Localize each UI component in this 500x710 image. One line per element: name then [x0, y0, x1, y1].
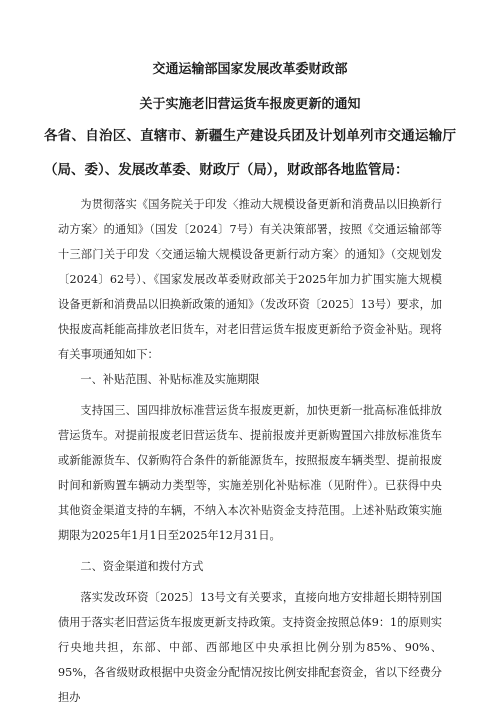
- document-body: [58, 192, 442, 710]
- section-2-heading: 二、资金渠道和拨付方式: [80, 560, 204, 573]
- intro-paragraph: 为贯彻落实《国务院关于印发〈推动大规模设备更新和消费品以旧换新行动方案〉的通知》（国发〔2024〕7号）有关决策部署，按照《交通运输部等十三部门关于印发〈交通运输大规模设备更新行动方案〉的通知》（交规划发〔2024〕62号）、《国家发展改革委财政部关于2025年加力扩围实施大规模设备更新和消费品以旧换新政策的通知》（发改环资〔2025〕13号）要求，加快报废高耗能高排放老旧货车，对老旧营运货车报废更新给予资金补贴。现将有关事项通知如下：: [58, 198, 442, 361]
- section-1-heading: 一、补贴范围、补贴标准及实施期限: [80, 373, 260, 386]
- document-title-issuers: 交通运输部国家发展改革委财政部: [152, 62, 348, 77]
- document-addressee: 各省、自治区、直辖市、新疆生产建设兵团及计划单列市交通运输厅（局、委）、发展改革委、财政厅（局），财政部各地监管局：: [44, 128, 456, 178]
- section-2-paragraph: 落实发改环资〔2025〕13号文有关要求，直接向地方安排超长期特别国债用于落实老旧营运货车报废更新支持政策。支持资金按照总体9：1的原则实行央地共担，东部、中部、西部地区中央承担比例分别为85%、90%、95%，各省级财政根据中央资金分配情况按比例安排配套资金，省以下经费分担办: [58, 591, 442, 704]
- document-title-subject: 关于实施老旧营运货车报废更新的通知: [139, 97, 361, 112]
- section-1-paragraph: 支持国三、国四排放标准营运货车报废更新，加快更新一批高标准低排放营运货车。对提前报废老旧营运货车、提前报废并更新购置国六排放标准货车或新能源货车、仅新购符合条件的新能源货车，按照报废车辆类型、提前报废时间和新购置车辆动力类型等，实施差别化补贴标准（见附件）。已获得中央其他资金渠道支持的车辆，不纳入本次补贴资金支持范围。上述补贴政策实施期限为2025年1月1日至2025年12月31日。: [58, 404, 442, 542]
